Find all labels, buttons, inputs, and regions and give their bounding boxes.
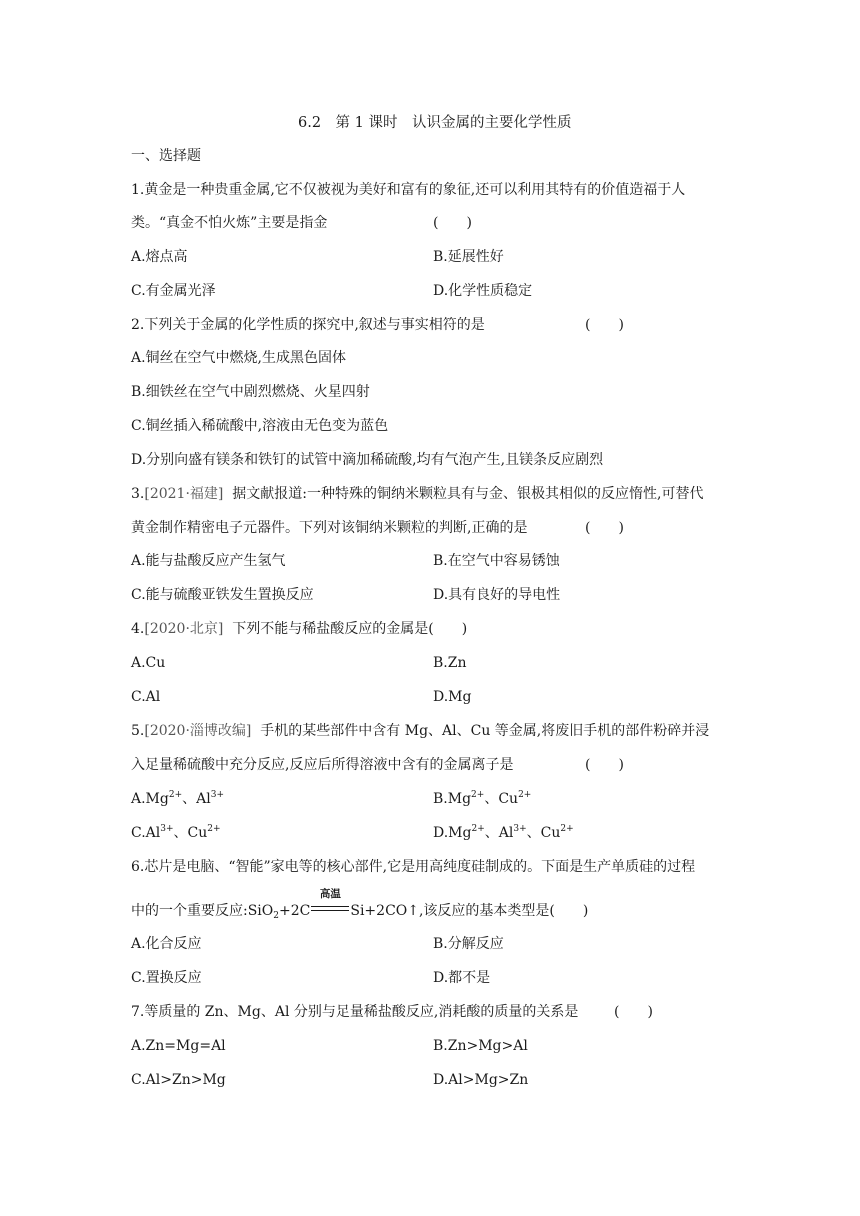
question-3-line-2: 黄金制作精密电子元器件。下列对该铜纳米颗粒的判断,正确的是 — [131, 520, 528, 536]
question-2-option-a: A.铜丝在空气中燃烧,生成黑色固体 — [131, 350, 347, 366]
ion-charge: 3+ — [160, 824, 174, 834]
question-6-line-2 — [131, 888, 589, 921]
question-6-option-b: B.分解反应 — [433, 936, 504, 952]
question-text: 据文献报道:一种特殊的铜纳米颗粒具有与金、银极其相似的反应惰性,可替代 — [232, 486, 704, 502]
question-7-option-b: B.Zn>Mg>Al — [433, 1038, 528, 1054]
question-1-option-b: B.延展性好 — [433, 249, 504, 265]
question-7-option-a: A.Zn=Mg=Al — [131, 1038, 226, 1054]
question-1-option-d: D.化学性质稳定 — [433, 283, 533, 299]
question-4-option-c: C.Al — [131, 689, 161, 705]
question-2-option-d: D.分别向盛有镁条和铁钉的试管中滴加稀硫酸,均有气泡产生,且镁条反应剧烈 — [131, 452, 604, 468]
source-tag: [2020·北京] — [144, 621, 224, 637]
question-2-stem: 2.下列关于金属的化学性质的探究中,叙述与事实相符的是 — [131, 317, 485, 333]
question-number: 5. — [131, 723, 145, 739]
ion-charge: 2+ — [207, 824, 221, 834]
option-text: 、Cu — [484, 791, 519, 807]
question-3-option-b: B.在空气中容易锈蚀 — [433, 553, 560, 569]
option-text: 、Al — [182, 791, 211, 807]
question-2-option-c: C.铜丝插入稀硫酸中,溶液由无色变为蓝色 — [131, 418, 389, 434]
question-7-option-d: D.Al>Mg>Zn — [433, 1072, 529, 1088]
source-tag: [2020·淄博改编] — [144, 723, 252, 739]
section-heading: 一、选择题 — [131, 148, 201, 164]
question-4-stem — [131, 619, 467, 639]
question-6-option-d: D.都不是 — [433, 970, 491, 986]
question-5-option-d — [433, 823, 574, 843]
ion-charge: 3+ — [210, 790, 225, 800]
ion-charge: 2+ — [471, 824, 485, 834]
equals-bar — [311, 906, 349, 911]
question-2-option-b: B.细铁丝在空气中剧烈燃烧、火星四射 — [131, 384, 370, 400]
reaction-condition — [310, 888, 350, 921]
question-4-option-a: A.Cu — [131, 655, 166, 671]
question-5-option-b — [433, 789, 531, 809]
option-text: 、Cu — [173, 825, 208, 841]
question-number: 3. — [131, 486, 145, 502]
option-text: 、Al — [484, 825, 514, 841]
question-1-option-c: C.有金属光泽 — [131, 283, 216, 299]
question-3-option-c: C.能与硫酸亚铁发生置换反应 — [131, 587, 314, 603]
question-number: 4. — [131, 621, 145, 637]
question-5-line-2: 入足量稀硫酸中充分反应,反应后所得溶液中含有的金属离子是 — [131, 757, 514, 773]
question-7-answer-blank: ( ) — [614, 1004, 653, 1020]
question-5-line-1 — [131, 721, 709, 741]
question-1-option-a: A.熔点高 — [131, 249, 188, 265]
question-1-line-1: 1.黄金是一种贵重金属,它不仅被视为美好和富有的象征,还可以利用其特有的价值造福于人 — [131, 182, 686, 198]
option-text: B.Mg — [433, 791, 472, 807]
question-text: 下列不能与稀盐酸反应的金属是( ) — [232, 621, 468, 637]
ion-charge: 2+ — [560, 824, 574, 834]
question-1-answer-blank: ( ) — [433, 215, 472, 231]
question-1-line-2: 类。“真金不怕火炼”主要是指金 — [131, 215, 328, 231]
question-3-option-a: A.能与盐酸反应产生氢气 — [131, 553, 286, 569]
question-text: 中的一个重要反应:SiO — [131, 903, 274, 919]
ion-charge: 2+ — [471, 790, 485, 800]
question-5-answer-blank: ( ) — [585, 757, 624, 773]
question-text: 手机的某些部件中含有 Mg、Al、Cu 等金属,将废旧手机的部件粉碎并浸 — [260, 723, 710, 739]
condition-label: 高温 — [319, 888, 341, 900]
ion-charge: 2+ — [518, 790, 532, 800]
ion-charge: 3+ — [513, 824, 527, 834]
question-3-option-d: D.具有良好的导电性 — [433, 587, 561, 603]
question-6-line-1: 6.芯片是电脑、“智能”家电等的核心部件,它是用高纯度硅制成的。下面是生产单质硅的过程 — [131, 859, 696, 875]
question-text: Si+2CO↑,该反应的基本类型是( ) — [350, 903, 589, 919]
option-text: A.Mg — [131, 791, 169, 807]
question-5-option-a — [131, 789, 224, 809]
page-title: 6.2 第 1 课时 认识金属的主要化学性质 — [298, 115, 572, 131]
question-7-option-c: C.Al>Zn>Mg — [131, 1072, 226, 1088]
question-3-answer-blank: ( ) — [585, 520, 624, 536]
option-text: 、Cu — [526, 825, 561, 841]
question-6-option-a: A.化合反应 — [131, 936, 202, 952]
question-4-option-d: D.Mg — [433, 689, 472, 705]
question-3-line-1 — [131, 484, 703, 504]
source-tag: [2021·福建] — [144, 486, 224, 502]
ion-charge: 2+ — [168, 790, 183, 800]
question-5-option-c — [131, 823, 221, 843]
formula-subscript: 2 — [273, 911, 279, 921]
option-text: D.Mg — [433, 825, 472, 841]
question-6-option-c: C.置换反应 — [131, 970, 202, 986]
question-2-answer-blank: ( ) — [585, 317, 624, 333]
question-4-option-b: B.Zn — [433, 655, 467, 671]
question-text: +2C — [279, 903, 311, 919]
question-7-stem: 7.等质量的 Zn、Mg、Al 分别与足量稀盐酸反应,消耗酸的质量的关系是 — [131, 1004, 579, 1020]
option-text: C.Al — [131, 825, 161, 841]
